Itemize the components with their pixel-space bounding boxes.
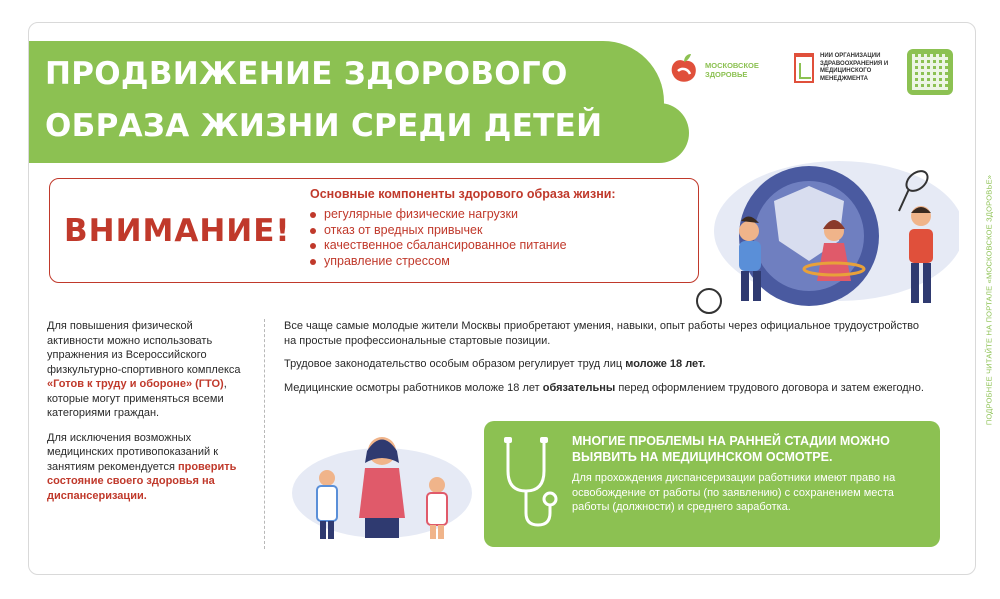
employment-paragraph: Все чаще самые молодые жители Москвы приобретают умения, навыки, опыт работы через официальное трудоустройство на простые профессиональные стартовые позиции. (284, 320, 919, 347)
green-box-title: МНОГИЕ ПРОБЛЕМЫ НА РАННЕЙ СТАДИИ МОЖНО ВЫЯВИТЬ НА МЕДИЦИНСКОМ ОСМОТРЕ. (572, 434, 890, 464)
moscow-health-logo[interactable] (669, 53, 775, 87)
left-column (47, 319, 247, 513)
side-note-text: ПОДРОБНЕЕ ЧИТАЙТЕ НА ПОРТАЛЕ «МОСКОВСКОЕ ЗДОРОВЬЕ» (984, 174, 994, 426)
list-item: регулярные физические нагрузки (310, 207, 567, 223)
nii-logo[interactable] (794, 53, 900, 83)
side-note[interactable] (982, 80, 996, 520)
right-column (284, 319, 924, 404)
stethoscope-icon (498, 435, 558, 531)
labor-law-paragraph: Трудовое законодательство особым образом регулирует труд лиц моложе 18 лет. (284, 358, 706, 370)
attention-box (49, 178, 699, 283)
qr-code-icon (912, 54, 948, 90)
kids-sport-illustration (689, 141, 959, 326)
medical-exam-paragraph: Медицинские осмотры работников моложе 18 лет обязательны перед оформлением трудового договора и затем ежегодно. (284, 381, 924, 394)
checkup-highlight: проверить состояние своего здоровья на диспансеризации. (47, 460, 237, 502)
column-divider (264, 319, 265, 549)
gto-paragraph: Для повышения физической активности можно использовать упражнения из Всероссийского физкультурно-спортивного комплекса «Готов к труду и обороне» (ГТО), которые могут применяться всеми категориями граждан. (47, 320, 241, 419)
doctors-illustration (287, 423, 477, 543)
gto-highlight: «Готов к труду и обороне» (ГТО) (47, 378, 224, 390)
list-item: управление стрессом (310, 254, 567, 270)
list-item: отказ от вредных привычек (310, 223, 567, 239)
attention-word: ВНИМАНИЕ! (64, 213, 291, 249)
checkup-paragraph: Для исключения возможных медицинских противопоказаний к занятиям рекомендуется проверить состояние своего здоровья на диспансеризации. (47, 431, 237, 502)
moscow-health-logo-text: МОСКОВСКОЕ ЗДОРОВЬЕ (705, 61, 759, 79)
attention-heading: Основные компоненты здорового образа жизни: (310, 187, 616, 201)
moscow-health-logo-icon (669, 53, 699, 87)
green-box-text: Для прохождения диспансеризации работники имеют право на освобождение от работы (по заявлению) с сохранением места работы (должности) и среднего заработка. (572, 472, 896, 513)
list-item: качественное сбалансированное питание (310, 238, 567, 254)
page-title: ПРОДВИЖЕНИЕ ЗДОРОВОГО ОБРАЗА ЖИЗНИ СРЕДИ ДЕТЕЙ (45, 56, 603, 144)
nii-logo-text: НИИ ОРГАНИЗАЦИИ ЗДРАВООХРАНЕНИЯ И МЕДИЦИНСКОГО МЕНЕДЖМЕНТА (820, 53, 889, 82)
qr-code[interactable] (907, 49, 953, 95)
poster-frame (28, 22, 976, 575)
medical-checkup-box (484, 421, 940, 547)
nii-logo-icon (794, 53, 814, 83)
attention-list (310, 207, 567, 269)
